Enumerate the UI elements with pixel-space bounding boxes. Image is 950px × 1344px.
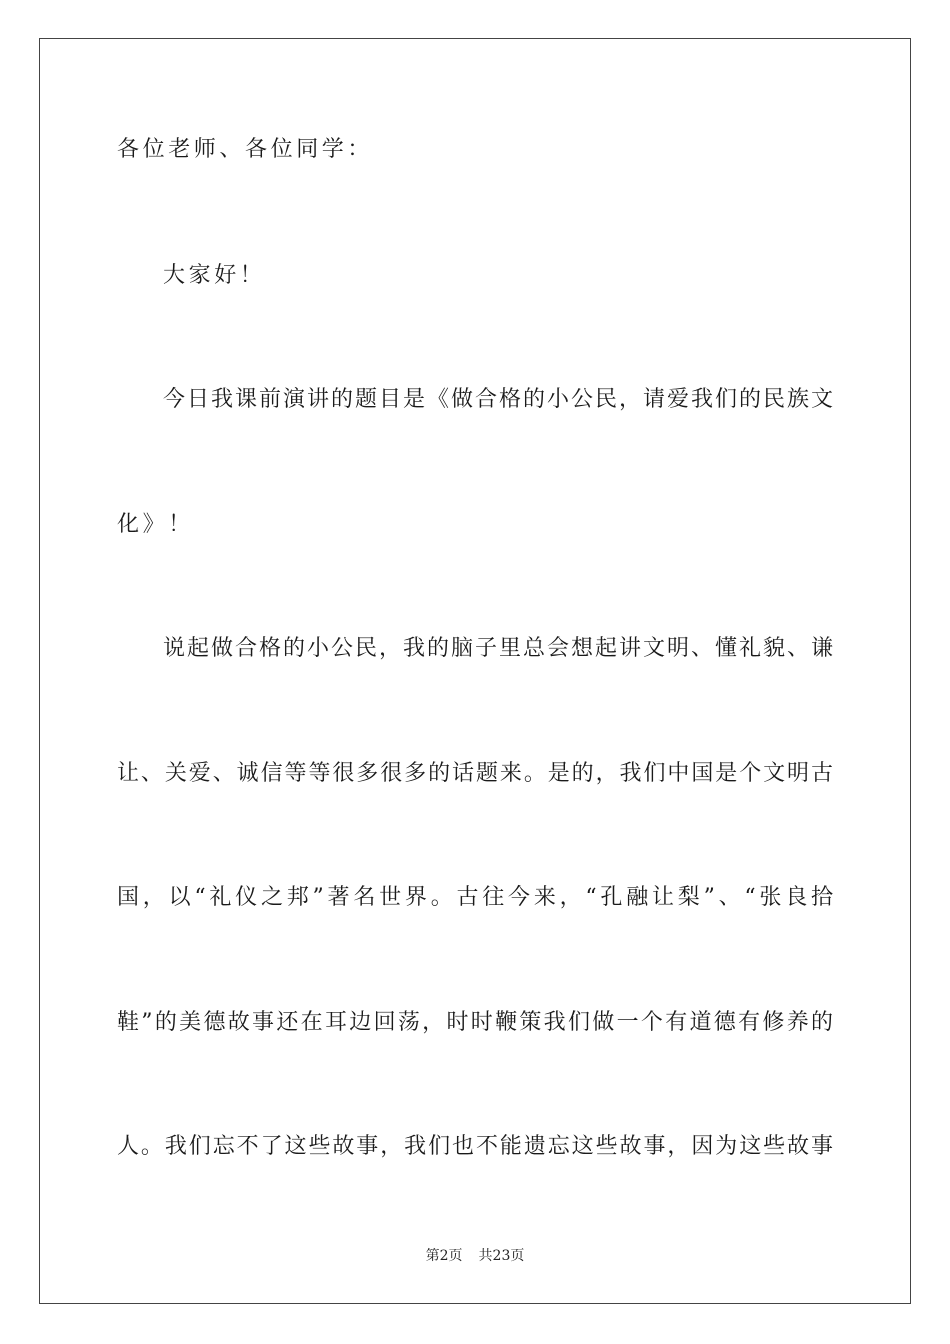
body-line: 人。我们忘不了这些故事，我们也不能遗忘这些故事，因为这些故事 xyxy=(117,1134,833,1159)
body-line: 国，以“礼仪之邦”著名世界。古往今来，“孔融让梨”、“张良拾 xyxy=(117,885,833,910)
body-line: 说起做合格的小公民，我的脑子里总会想起讲文明、懂礼貌、谦 xyxy=(163,636,833,661)
body-line: 化》！ xyxy=(117,512,194,537)
hello-line: 大家好！ xyxy=(163,263,266,288)
body-line: 今日我课前演讲的题目是《做合格的小公民，请爱我们的民族文 xyxy=(163,387,833,412)
body-line: 让、关爱、诚信等等很多很多的话题来。是的，我们中国是个文明古 xyxy=(117,761,833,786)
page-frame xyxy=(39,38,911,1304)
page-number: 第2页 xyxy=(425,1248,463,1264)
page-footer xyxy=(0,1246,950,1266)
page-total: 共23页 xyxy=(478,1248,525,1264)
greeting-line: 各位老师、各位同学： xyxy=(117,137,374,162)
body-line: 鞋”的美德故事还在耳边回荡，时时鞭策我们做一个有道德有修养的 xyxy=(117,1010,833,1035)
